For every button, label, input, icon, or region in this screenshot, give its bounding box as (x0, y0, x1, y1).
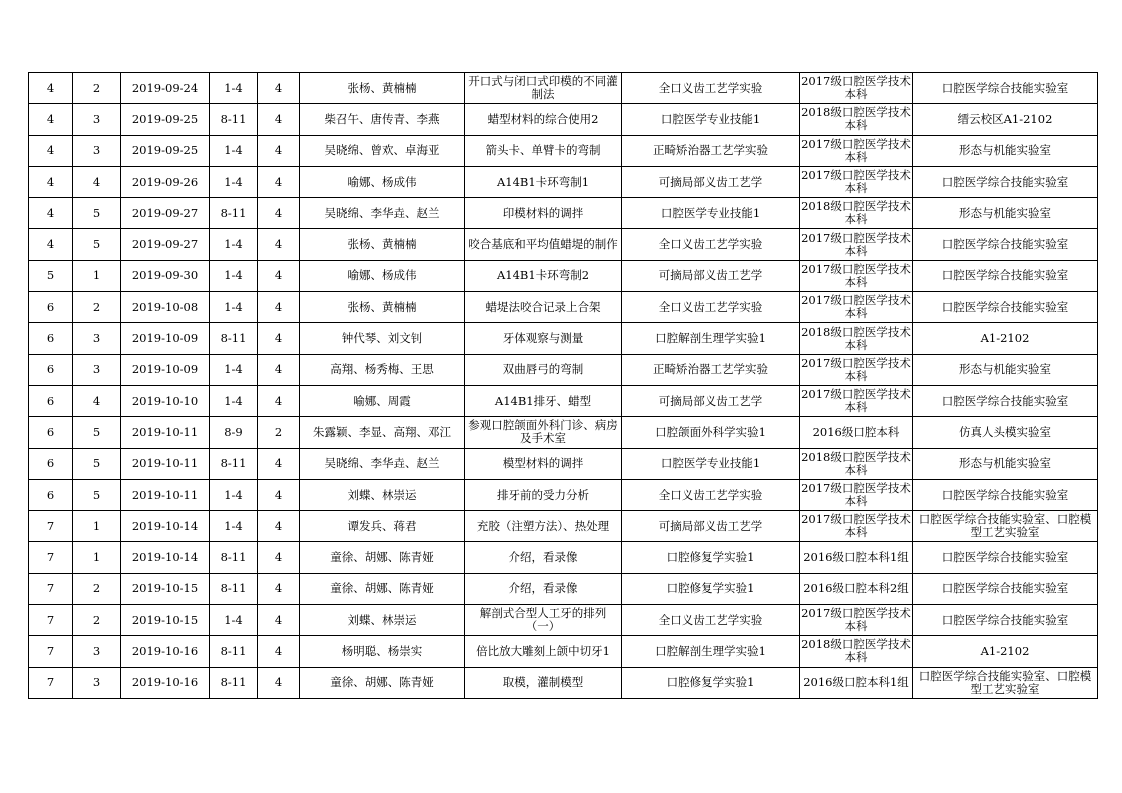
week-cell: 6 (29, 354, 73, 385)
week-cell: 6 (29, 479, 73, 510)
class-cell: 2017级口腔医学技术本科 (800, 73, 913, 104)
room-cell: 口腔医学综合技能实验室 (913, 479, 1098, 510)
content-cell: 蜡堤法咬合记录上合架 (465, 292, 622, 323)
hours-cell: 4 (258, 292, 300, 323)
table-row (29, 229, 1098, 260)
weekday-cell: 1 (73, 511, 121, 542)
date-cell: 2019-10-16 (121, 636, 210, 667)
class-cell: 2016级口腔本科1组 (800, 542, 913, 573)
content-cell: 倍比放大雕刻上颌中切牙1 (465, 636, 622, 667)
hours-cell: 4 (258, 542, 300, 573)
teachers-cell: 刘蝶、林崇运 (300, 605, 465, 636)
weekday-cell: 3 (73, 667, 121, 698)
content-cell: A14B1卡环弯制2 (465, 260, 622, 291)
periods-cell: 1-4 (210, 229, 258, 260)
weekday-cell: 2 (73, 292, 121, 323)
weekday-cell: 4 (73, 166, 121, 197)
content-cell: 模型材料的调拌 (465, 448, 622, 479)
content-cell: A14B1排牙、蜡型 (465, 385, 622, 416)
table-row (29, 73, 1098, 104)
table-row (29, 385, 1098, 416)
table-row (29, 542, 1098, 573)
week-cell: 7 (29, 542, 73, 573)
weekday-cell: 5 (73, 448, 121, 479)
date-cell: 2019-10-16 (121, 667, 210, 698)
class-cell: 2016级口腔本科2组 (800, 573, 913, 604)
week-cell: 7 (29, 605, 73, 636)
teachers-cell: 喻娜、周霞 (300, 385, 465, 416)
table-row (29, 323, 1098, 354)
periods-cell: 1-4 (210, 354, 258, 385)
class-cell: 2017级口腔医学技术本科 (800, 385, 913, 416)
date-cell: 2019-09-27 (121, 198, 210, 229)
periods-cell: 8-9 (210, 417, 258, 448)
date-cell: 2019-10-10 (121, 385, 210, 416)
periods-cell: 8-11 (210, 104, 258, 135)
room-cell: 缙云校区A1-2102 (913, 104, 1098, 135)
hours-cell: 4 (258, 135, 300, 166)
room-cell: 口腔医学综合技能实验室 (913, 385, 1098, 416)
class-cell: 2017级口腔医学技术本科 (800, 135, 913, 166)
teachers-cell: 朱露颖、李显、高翔、邓江 (300, 417, 465, 448)
teachers-cell: 吴晓绵、李华垚、赵兰 (300, 448, 465, 479)
table-row (29, 292, 1098, 323)
weekday-cell: 3 (73, 135, 121, 166)
table-row (29, 667, 1098, 698)
class-cell: 2017级口腔医学技术本科 (800, 229, 913, 260)
weekday-cell: 5 (73, 417, 121, 448)
periods-cell: 8-11 (210, 198, 258, 229)
table-row (29, 636, 1098, 667)
teachers-cell: 童徐、胡娜、陈青娅 (300, 542, 465, 573)
periods-cell: 8-11 (210, 667, 258, 698)
date-cell: 2019-10-14 (121, 511, 210, 542)
periods-cell: 1-4 (210, 385, 258, 416)
room-cell: 口腔医学综合技能实验室 (913, 292, 1098, 323)
date-cell: 2019-09-30 (121, 260, 210, 291)
content-cell: 介绍，看录像 (465, 573, 622, 604)
week-cell: 4 (29, 135, 73, 166)
table-row (29, 104, 1098, 135)
class-cell: 2018级口腔医学技术本科 (800, 323, 913, 354)
date-cell: 2019-09-26 (121, 166, 210, 197)
teachers-cell: 张杨、黄楠楠 (300, 73, 465, 104)
date-cell: 2019-09-25 (121, 135, 210, 166)
content-cell: 介绍，看录像 (465, 542, 622, 573)
teachers-cell: 张杨、黄楠楠 (300, 229, 465, 260)
course-cell: 口腔解剖生理学实验1 (622, 323, 800, 354)
content-cell: 参观口腔颌面外科门诊、病房及手术室 (465, 417, 622, 448)
week-cell: 6 (29, 385, 73, 416)
content-cell: 咬合基底和平均值蜡堤的制作 (465, 229, 622, 260)
week-cell: 4 (29, 198, 73, 229)
class-cell: 2017级口腔医学技术本科 (800, 511, 913, 542)
course-cell: 口腔修复学实验1 (622, 573, 800, 604)
hours-cell: 4 (258, 667, 300, 698)
room-cell: 形态与机能实验室 (913, 135, 1098, 166)
room-cell: 口腔医学综合技能实验室 (913, 166, 1098, 197)
periods-cell: 1-4 (210, 605, 258, 636)
table-row (29, 166, 1098, 197)
room-cell: 口腔医学综合技能实验室 (913, 229, 1098, 260)
room-cell: 形态与机能实验室 (913, 448, 1098, 479)
hours-cell: 4 (258, 605, 300, 636)
schedule-table (28, 72, 1098, 699)
content-cell: 充胶（注塑方法）、热处理 (465, 511, 622, 542)
week-cell: 7 (29, 511, 73, 542)
weekday-cell: 2 (73, 573, 121, 604)
hours-cell: 2 (258, 417, 300, 448)
hours-cell: 4 (258, 166, 300, 197)
course-cell: 正畸矫治器工艺学实验 (622, 354, 800, 385)
course-cell: 口腔修复学实验1 (622, 542, 800, 573)
teachers-cell: 吴晓绵、曾欢、卓海亚 (300, 135, 465, 166)
week-cell: 6 (29, 323, 73, 354)
class-cell: 2018级口腔医学技术本科 (800, 198, 913, 229)
content-cell: 开口式与闭口式印模的不同灌制法 (465, 73, 622, 104)
date-cell: 2019-10-09 (121, 323, 210, 354)
content-cell: 取模，灌制模型 (465, 667, 622, 698)
class-cell: 2016级口腔本科 (800, 417, 913, 448)
teachers-cell: 刘蝶、林崇运 (300, 479, 465, 510)
class-cell: 2018级口腔医学技术本科 (800, 104, 913, 135)
table-row (29, 573, 1098, 604)
week-cell: 4 (29, 229, 73, 260)
course-cell: 口腔医学专业技能1 (622, 448, 800, 479)
teachers-cell: 张杨、黄楠楠 (300, 292, 465, 323)
periods-cell: 8-11 (210, 542, 258, 573)
course-cell: 可摘局部义齿工艺学 (622, 511, 800, 542)
course-cell: 口腔解剖生理学实验1 (622, 636, 800, 667)
weekday-cell: 5 (73, 479, 121, 510)
class-cell: 2018级口腔医学技术本科 (800, 448, 913, 479)
room-cell: 形态与机能实验室 (913, 198, 1098, 229)
course-cell: 全口义齿工艺学实验 (622, 229, 800, 260)
weekday-cell: 2 (73, 73, 121, 104)
room-cell: 口腔医学综合技能实验室、口腔模型工艺实验室 (913, 667, 1098, 698)
periods-cell: 8-11 (210, 636, 258, 667)
class-cell: 2017级口腔医学技术本科 (800, 479, 913, 510)
table-row (29, 605, 1098, 636)
date-cell: 2019-10-08 (121, 292, 210, 323)
content-cell: 排牙前的受力分析 (465, 479, 622, 510)
class-cell: 2017级口腔医学技术本科 (800, 260, 913, 291)
class-cell: 2016级口腔本科1组 (800, 667, 913, 698)
teachers-cell: 童徐、胡娜、陈青娅 (300, 573, 465, 604)
teachers-cell: 谭发兵、蒋君 (300, 511, 465, 542)
room-cell: A1-2102 (913, 636, 1098, 667)
table-row (29, 135, 1098, 166)
date-cell: 2019-10-09 (121, 354, 210, 385)
content-cell: A14B1卡环弯制1 (465, 166, 622, 197)
table-row (29, 198, 1098, 229)
weekday-cell: 3 (73, 636, 121, 667)
room-cell: 形态与机能实验室 (913, 354, 1098, 385)
course-cell: 口腔颌面外科学实验1 (622, 417, 800, 448)
course-cell: 正畸矫治器工艺学实验 (622, 135, 800, 166)
hours-cell: 4 (258, 511, 300, 542)
periods-cell: 8-11 (210, 573, 258, 604)
teachers-cell: 喻娜、杨成伟 (300, 166, 465, 197)
weekday-cell: 3 (73, 323, 121, 354)
teachers-cell: 钟代琴、刘文钊 (300, 323, 465, 354)
hours-cell: 4 (258, 260, 300, 291)
week-cell: 7 (29, 667, 73, 698)
class-cell: 2017级口腔医学技术本科 (800, 292, 913, 323)
weekday-cell: 3 (73, 104, 121, 135)
class-cell: 2018级口腔医学技术本科 (800, 636, 913, 667)
room-cell: 口腔医学综合技能实验室 (913, 605, 1098, 636)
class-cell: 2017级口腔医学技术本科 (800, 605, 913, 636)
weekday-cell: 2 (73, 605, 121, 636)
week-cell: 4 (29, 104, 73, 135)
teachers-cell: 童徐、胡娜、陈青娅 (300, 667, 465, 698)
hours-cell: 4 (258, 354, 300, 385)
date-cell: 2019-10-11 (121, 417, 210, 448)
periods-cell: 1-4 (210, 73, 258, 104)
date-cell: 2019-10-15 (121, 573, 210, 604)
course-cell: 全口义齿工艺学实验 (622, 73, 800, 104)
week-cell: 6 (29, 448, 73, 479)
course-cell: 全口义齿工艺学实验 (622, 605, 800, 636)
week-cell: 4 (29, 166, 73, 197)
periods-cell: 1-4 (210, 479, 258, 510)
weekday-cell: 3 (73, 354, 121, 385)
room-cell: 仿真人头模实验室 (913, 417, 1098, 448)
course-cell: 口腔修复学实验1 (622, 667, 800, 698)
class-cell: 2017级口腔医学技术本科 (800, 166, 913, 197)
content-cell: 牙体观察与测量 (465, 323, 622, 354)
course-cell: 口腔医学专业技能1 (622, 104, 800, 135)
hours-cell: 4 (258, 73, 300, 104)
weekday-cell: 5 (73, 198, 121, 229)
class-cell: 2017级口腔医学技术本科 (800, 354, 913, 385)
week-cell: 6 (29, 292, 73, 323)
course-cell: 口腔医学专业技能1 (622, 198, 800, 229)
weekday-cell: 1 (73, 260, 121, 291)
week-cell: 7 (29, 573, 73, 604)
weekday-cell: 1 (73, 542, 121, 573)
periods-cell: 1-4 (210, 260, 258, 291)
periods-cell: 8-11 (210, 323, 258, 354)
teachers-cell: 高翔、杨秀梅、王思 (300, 354, 465, 385)
room-cell: 口腔医学综合技能实验室 (913, 260, 1098, 291)
periods-cell: 8-11 (210, 448, 258, 479)
room-cell: 口腔医学综合技能实验室、口腔模型工艺实验室 (913, 511, 1098, 542)
hours-cell: 4 (258, 448, 300, 479)
periods-cell: 1-4 (210, 511, 258, 542)
content-cell: 解剖式合型人工牙的排列（一） (465, 605, 622, 636)
date-cell: 2019-09-24 (121, 73, 210, 104)
date-cell: 2019-09-27 (121, 229, 210, 260)
date-cell: 2019-10-14 (121, 542, 210, 573)
course-cell: 可摘局部义齿工艺学 (622, 260, 800, 291)
table-row (29, 417, 1098, 448)
content-cell: 箭头卡、单臂卡的弯制 (465, 135, 622, 166)
hours-cell: 4 (258, 198, 300, 229)
week-cell: 4 (29, 73, 73, 104)
hours-cell: 4 (258, 479, 300, 510)
week-cell: 6 (29, 417, 73, 448)
table-row (29, 354, 1098, 385)
weekday-cell: 5 (73, 229, 121, 260)
teachers-cell: 吴晓绵、李华垚、赵兰 (300, 198, 465, 229)
course-cell: 可摘局部义齿工艺学 (622, 166, 800, 197)
room-cell: A1-2102 (913, 323, 1098, 354)
hours-cell: 4 (258, 229, 300, 260)
week-cell: 5 (29, 260, 73, 291)
course-cell: 全口义齿工艺学实验 (622, 292, 800, 323)
content-cell: 印模材料的调拌 (465, 198, 622, 229)
periods-cell: 1-4 (210, 135, 258, 166)
course-cell: 可摘局部义齿工艺学 (622, 385, 800, 416)
hours-cell: 4 (258, 636, 300, 667)
table-row (29, 260, 1098, 291)
teachers-cell: 喻娜、杨成伟 (300, 260, 465, 291)
room-cell: 口腔医学综合技能实验室 (913, 573, 1098, 604)
table-row (29, 511, 1098, 542)
date-cell: 2019-10-11 (121, 448, 210, 479)
hours-cell: 4 (258, 385, 300, 416)
date-cell: 2019-10-11 (121, 479, 210, 510)
room-cell: 口腔医学综合技能实验室 (913, 73, 1098, 104)
teachers-cell: 柴召午、唐传青、李燕 (300, 104, 465, 135)
hours-cell: 4 (258, 104, 300, 135)
table-row (29, 479, 1098, 510)
periods-cell: 1-4 (210, 166, 258, 197)
room-cell: 口腔医学综合技能实验室 (913, 542, 1098, 573)
content-cell: 双曲唇弓的弯制 (465, 354, 622, 385)
course-cell: 全口义齿工艺学实验 (622, 479, 800, 510)
week-cell: 7 (29, 636, 73, 667)
date-cell: 2019-10-15 (121, 605, 210, 636)
date-cell: 2019-09-25 (121, 104, 210, 135)
table-row (29, 448, 1098, 479)
hours-cell: 4 (258, 573, 300, 604)
hours-cell: 4 (258, 323, 300, 354)
periods-cell: 1-4 (210, 292, 258, 323)
weekday-cell: 4 (73, 385, 121, 416)
content-cell: 蜡型材料的综合使用2 (465, 104, 622, 135)
teachers-cell: 杨明聪、杨崇实 (300, 636, 465, 667)
